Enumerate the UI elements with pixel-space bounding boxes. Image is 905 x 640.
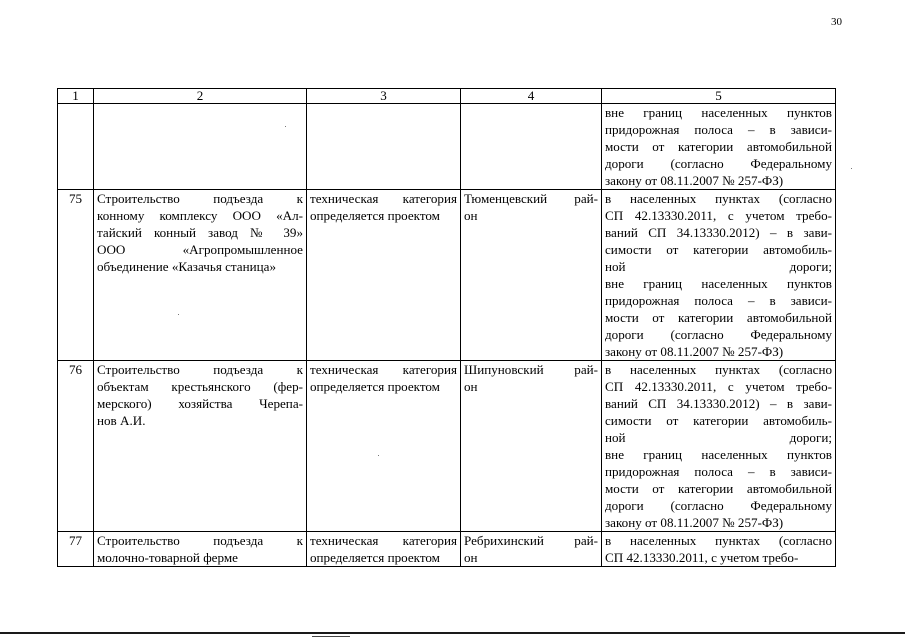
cell-line: закону от 08.11.2007 № 257-ФЗ) [605,344,784,359]
cell-line: ваний СП 34.13330.2012) – в зави- [605,396,832,411]
cell-line: объединение «Казачья станица» [97,259,276,274]
header-col-1: 1 [58,89,94,104]
cell-line: вне границ населенных пунктов [605,105,832,120]
cell-col4 [461,190,602,361]
cell-col5 [602,104,836,190]
cell-line: в населенных пунктах (согласно [605,533,832,548]
cell-line: Строительство подъезда к [97,191,303,206]
cell-line: в населенных пунктах (согласно [605,362,832,377]
cell-line: ной дороги; [605,259,832,274]
cell-line: придорожная полоса – в зависи- [605,122,832,137]
cell-line: тайский конный завод № 39» [97,225,303,240]
cell-col2 [94,361,307,532]
data-table [57,88,836,567]
cell-line: мости от категории автомобильной [605,481,832,496]
header-col-4: 4 [461,89,602,104]
cell-line: придорожная полоса – в зависи- [605,464,832,479]
scan-speck [851,168,852,169]
cell-line: конному комплексу ООО «Ал- [97,208,303,223]
cell-col4 [461,361,602,532]
cell-line: вне границ населенных пунктов [605,447,832,462]
cell-line: СП 42.13330.2011, с учетом требо- [605,550,799,565]
cell-line: молочно-товарной ферме [97,550,238,565]
row-number [58,104,94,190]
cell-line: симости от категории автомобиль- [605,242,832,257]
cell-line: дороги (согласно Федеральному [605,156,832,171]
cell-col5 [602,532,836,567]
header-row [58,89,836,104]
header-col-3: 3 [307,89,461,104]
cell-line: ваний СП 34.13330.2012) – в зави- [605,225,832,240]
cell-col2 [94,104,307,190]
cell-col5 [602,361,836,532]
scan-speck [378,455,379,456]
cell-line: ООО «Агропромышленное [97,242,303,257]
scan-edge-line [0,632,905,634]
row-number: 77 [58,532,94,567]
cell-line: он [464,550,478,565]
cell-col4 [461,104,602,190]
cell-line: ной дороги; [605,430,832,445]
cell-line: он [464,208,478,223]
cell-line: Ребрихинский рай- [464,533,598,548]
cell-line: дороги (согласно Федеральному [605,327,832,342]
cell-col3 [307,190,461,361]
cell-line: симости от категории автомобиль- [605,413,832,428]
cell-line: Строительство подъезда к [97,533,303,548]
cell-line: мости от категории автомобильной [605,139,832,154]
cell-line: в населенных пунктах (согласно [605,191,832,206]
cell-line: мости от категории автомобильной [605,310,832,325]
cell-col3 [307,361,461,532]
table-row [58,104,836,190]
cell-col5 [602,190,836,361]
cell-line: дороги (согласно Федеральному [605,498,832,513]
row-number: 76 [58,361,94,532]
cell-line: техническая категория [310,191,457,206]
cell-line: мерского) хозяйства Черепа- [97,396,303,411]
cell-line: вне границ населенных пунктов [605,276,832,291]
cell-line: Строительство подъезда к [97,362,303,377]
cell-line: объектам крестьянского (фер- [97,379,303,394]
cell-col2 [94,190,307,361]
cell-line: определяется проектом [310,550,440,565]
table-row [58,532,836,567]
cell-line: СП 42.13330.2011, с учетом требо- [605,379,832,394]
cell-line: определяется проектом [310,208,440,223]
cell-line: СП 42.13330.2011, с учетом требо- [605,208,832,223]
scan-speck [285,126,286,127]
scan-speck [178,314,179,315]
header-col-2: 2 [94,89,307,104]
table-row [58,190,836,361]
cell-col4 [461,532,602,567]
table-row [58,361,836,532]
cell-line: Шипуновский рай- [464,362,598,377]
cell-col3 [307,104,461,190]
cell-line: техническая категория [310,533,457,548]
scan-mark [312,636,350,637]
cell-line: Тюменцевский рай- [464,191,598,206]
cell-line: закону от 08.11.2007 № 257-ФЗ) [605,173,784,188]
cell-line: техническая категория [310,362,457,377]
cell-col3 [307,532,461,567]
cell-line: закону от 08.11.2007 № 257-ФЗ) [605,515,784,530]
page-number: 30 [831,16,842,28]
cell-col2 [94,532,307,567]
cell-line: нов А.И. [97,413,146,428]
row-number: 75 [58,190,94,361]
cell-line: придорожная полоса – в зависи- [605,293,832,308]
cell-line: он [464,379,478,394]
header-col-5: 5 [602,89,836,104]
cell-line: определяется проектом [310,379,440,394]
